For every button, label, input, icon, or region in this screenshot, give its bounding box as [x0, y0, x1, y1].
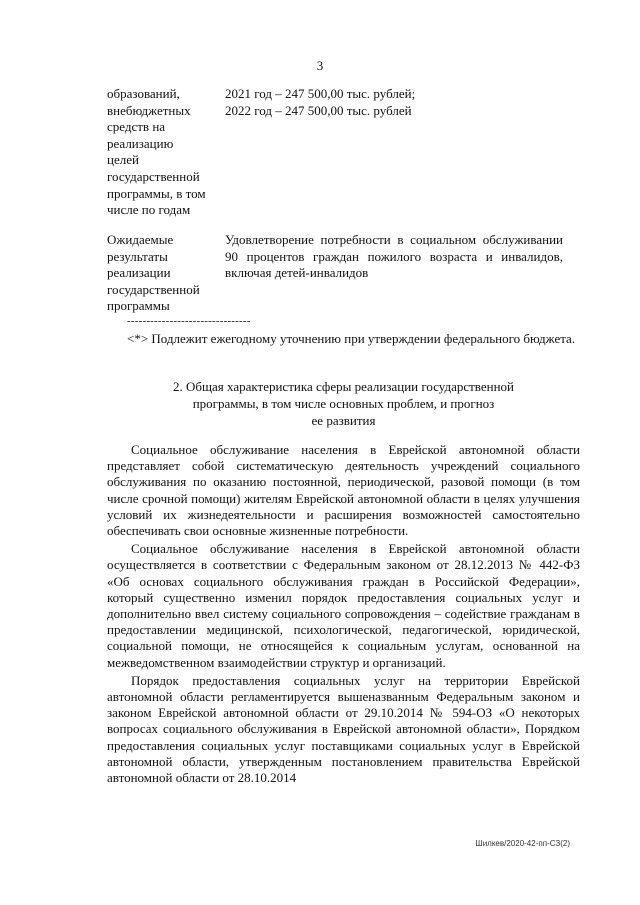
table-label-line: образований,	[107, 86, 180, 101]
table-label-line: Ожидаемые	[107, 232, 174, 247]
table-label-line: реализации	[107, 265, 171, 281]
paragraph-3: Порядок предоставления социальных услуг на территории Еврейской автономной области регламентируется вышеназванным Федеральным законом и законом Еврейской автономной области от 29.10.2014 № 594-ОЗ «О некоторых вопросах социального обслуживания в Еврейской автономной области», Порядком предоставления социальных услуг поставщиками социальных услуг в Еврейской автономной области, утвержденным постановлением правительства Еврейской автономной области от 28.10.2014	[107, 672, 580, 786]
table-label-line: внебюджетных	[107, 102, 191, 118]
paragraph-1: Социальное обслуживание населения в Еврейской автономной области представляет собой систематическую деятельность учреждений социального обслуживания по оказанию постоянной, периодической, разовой помощи (в том числе срочной помощи) жителям Еврейской автономной области в целях улучшения условий их жизнедеятельности и расширения возможностей самостоятельно обеспечивать свои основные жизненные потребности.	[107, 442, 580, 539]
funding-line-2022: 2022 год – 247 500,00 тыс. рублей	[225, 102, 412, 118]
section-heading	[107, 378, 580, 429]
table-row2-label	[107, 232, 217, 315]
paragraph-2: Социальное обслуживание населения в Еврейской автономной области осуществляется в соответствии с Федеральным законом от 28.12.2013 № 442-ФЗ «Об основах социального обслуживания граждан в Российской Федерации», который существенно изменил порядок предоставления социальных услуг и дополнительно ввел систему социального сопровождения – содействие гражданам в предоставлении медицинской, психологической, педагогической, юридической, социальной помощи, не относящейся к социальным услугам, основанной на межведомственном взаимодействии структур и организаций.	[107, 541, 580, 670]
heading-line: ее развития	[311, 413, 376, 428]
table-label-line: государственной	[107, 168, 200, 184]
heading-line: программы, в том числе основных проблем, и прогноз	[192, 396, 495, 411]
footnote: <*> Подлежит ежегодному уточнению при утверждении федерального бюджета.	[127, 331, 576, 346]
table-label-line: реализацию	[107, 135, 174, 151]
table-label-line: государственной	[107, 281, 200, 297]
document-stamp: Шилкев/2020-42-пп-СЗ(2)	[475, 839, 570, 848]
heading-line: 2. Общая характеристика сферы реализации государственной	[172, 379, 515, 394]
expected-results-value: Удовлетворение потребности в социальном обслуживании 90 процентов граждан пожилого возраста и инвалидов, включая детей-инвалидов	[225, 232, 563, 281]
table-label-line: средств на	[107, 119, 166, 135]
table-label-line: числе по годам	[107, 202, 191, 218]
table-label-line: программы	[107, 298, 170, 314]
funding-line-2021: 2021 год – 247 500,00 тыс. рублей;	[225, 86, 416, 101]
table-label-line: результаты	[107, 248, 168, 264]
table-label-line: целей	[107, 152, 139, 168]
footnote-separator: --------------------------------	[127, 315, 251, 327]
table-label-line: программы, в том	[107, 185, 206, 201]
body-text	[107, 442, 580, 788]
page-number: 3	[316, 58, 324, 73]
table-row1-value	[225, 86, 563, 119]
table-row1-label	[107, 86, 217, 219]
